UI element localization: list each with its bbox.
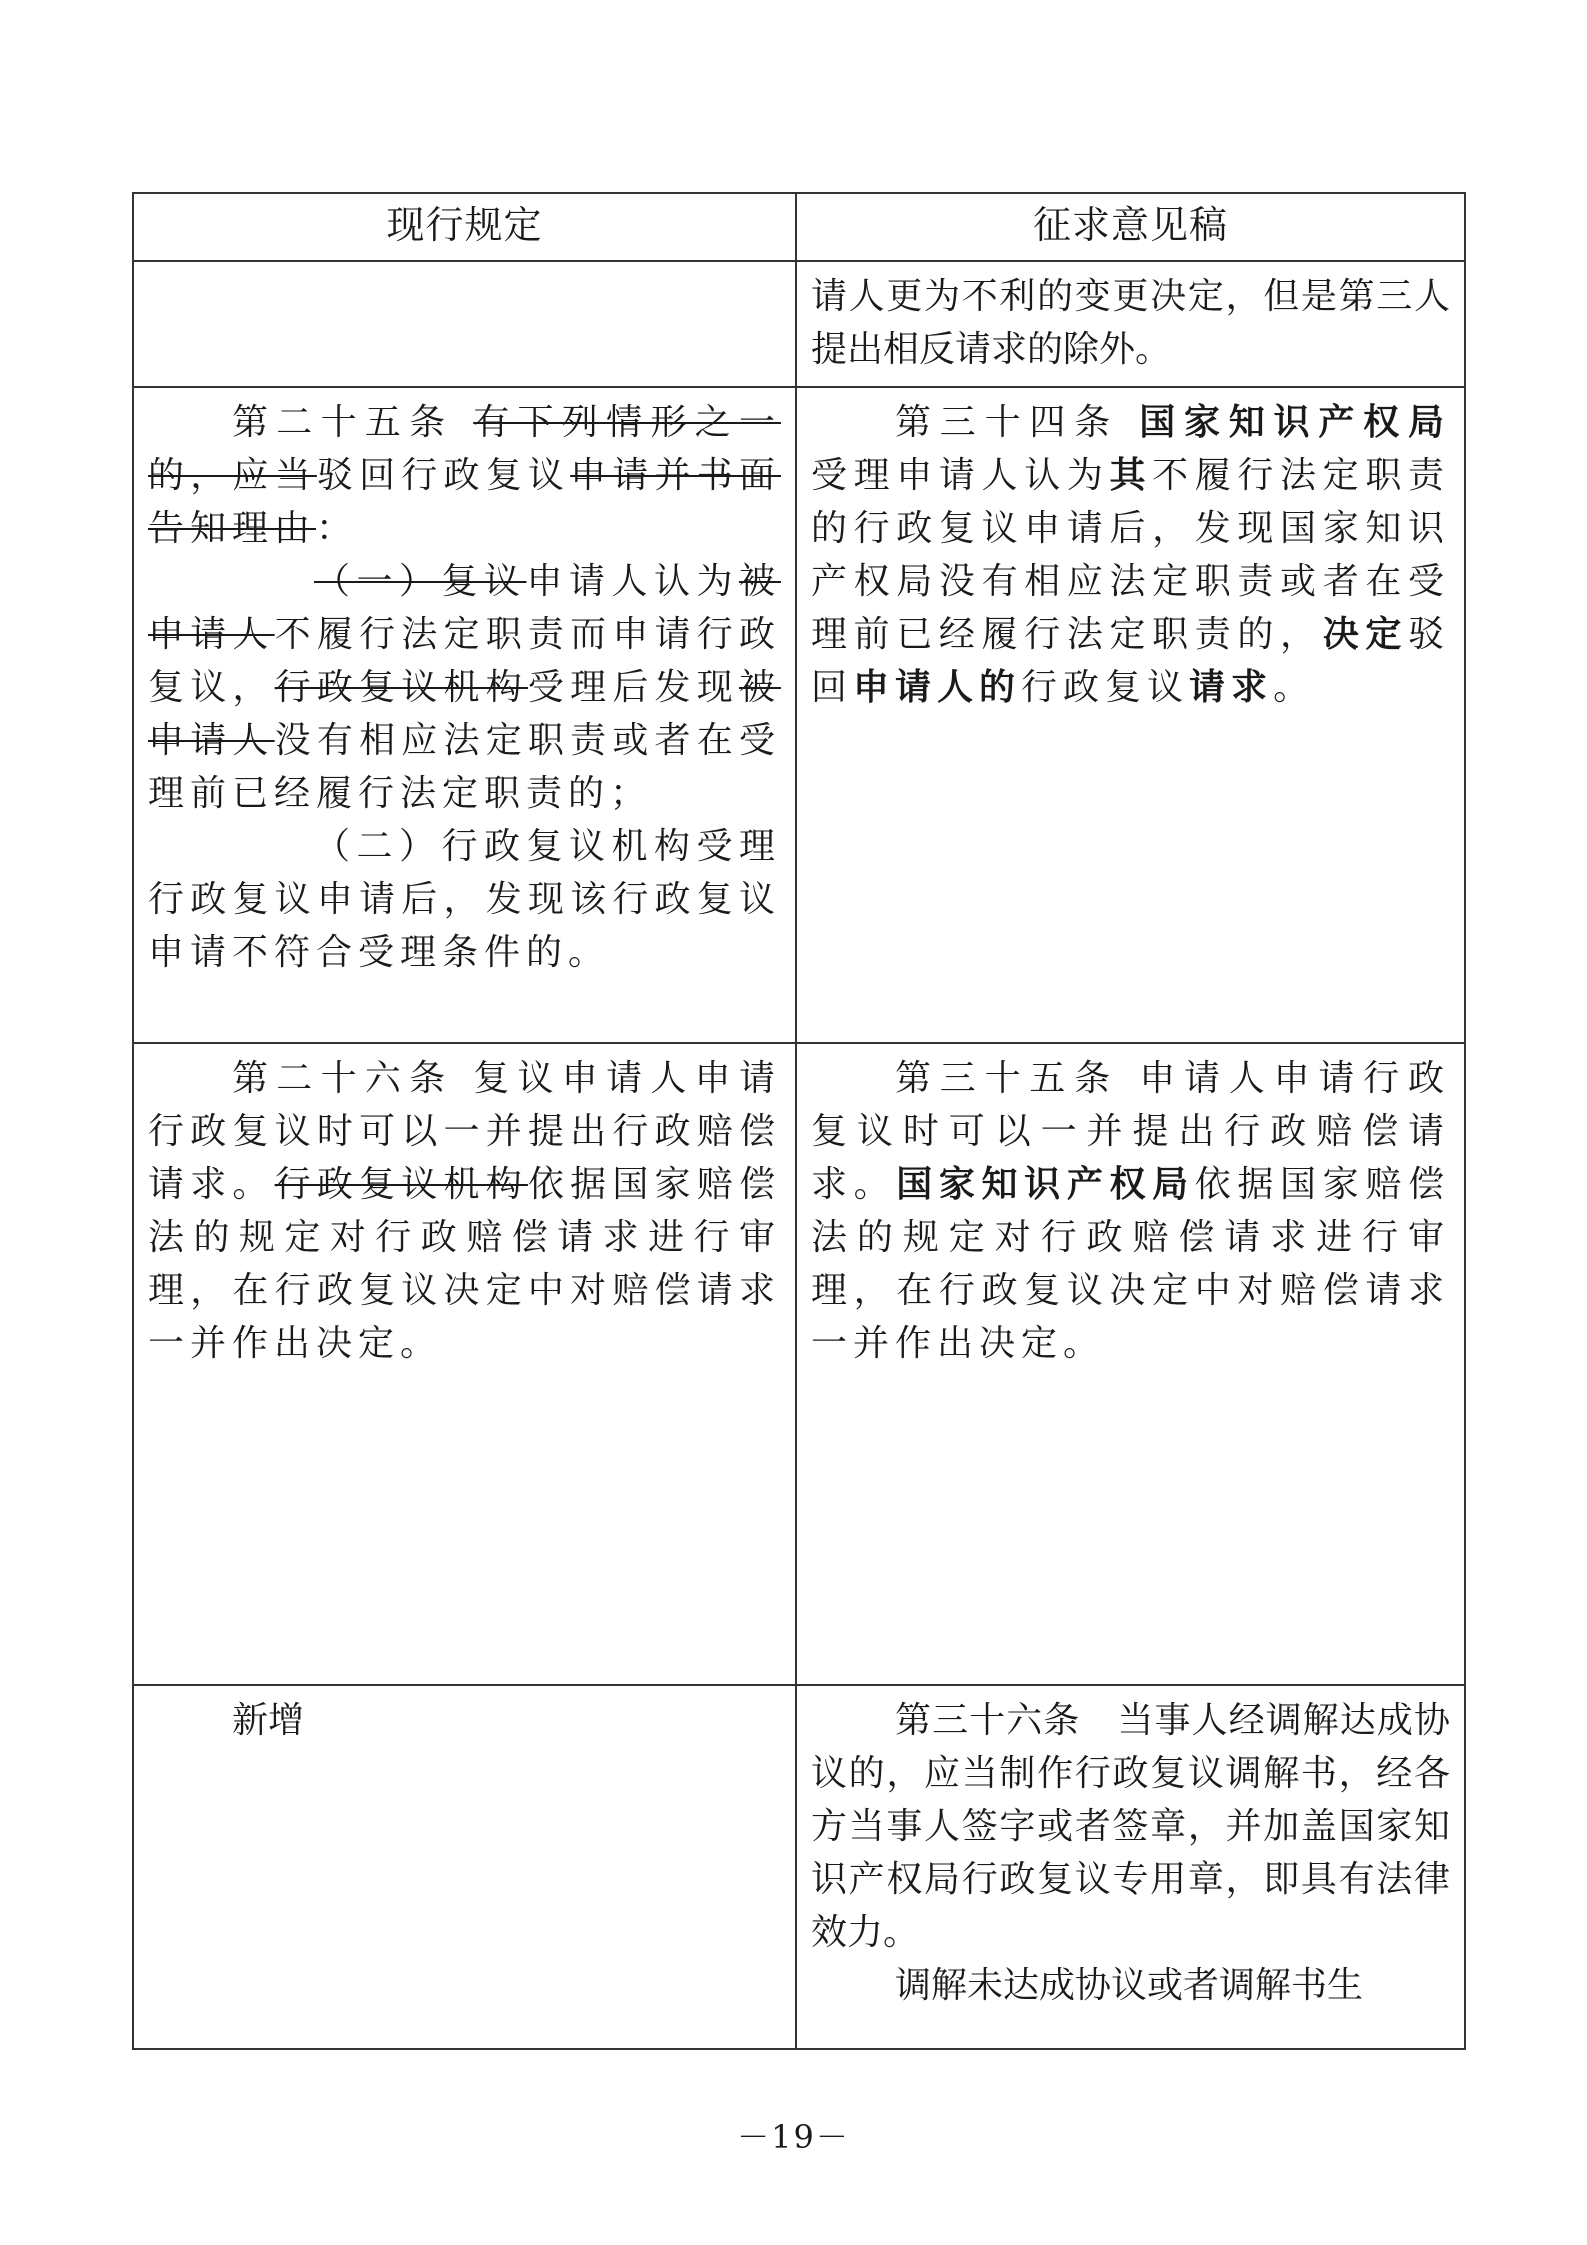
art25-text: 驳回行政复议 [316,455,571,496]
row1-current-cell [133,261,796,387]
row3-current-cell [133,1043,796,1685]
art36-continuation: 调解未达成协议或者调解书生 [895,1965,1364,2006]
art34-text [811,396,1450,714]
inserted-text: 国家知识产权局 [1139,402,1450,443]
art35-text [811,1052,1450,1370]
art26-text [148,1052,781,1370]
deleted-text: 行政复议机构 [274,667,528,708]
item-text: 申请人认为 [526,561,739,602]
art26-body: 依据国家赔偿法的规定对行政赔偿请求进行审理，在行政复议决定中对赔偿请求一并作出决定。 [148,1164,781,1364]
row3-draft-cell [796,1043,1465,1685]
row4-current-cell [133,1685,796,2049]
art25-number: 第二十五条 [232,402,454,443]
deleted-text: 行政复议机构 [274,1164,528,1205]
deleted-text: 申请并书面告知理由 [148,455,781,549]
inserted-text: 其 [1109,455,1153,496]
art34-body: 不履行法定职责的行政复议申请后，发现国家知识产权局没有相应法定职责或者在受理前已经履行法定职责的， [811,455,1450,655]
art35-number: 第三十五条 [895,1058,1119,1099]
inserted-text: 决定 [1322,614,1408,655]
row4-draft-cell [796,1685,1465,2049]
art25-item1 [148,555,781,820]
art25-item2: （二）行政复议机构受理行政复议申请后，发现该行政复议申请不符合受理条件的。 [148,826,781,973]
deleted-text: （一）复议 [314,561,527,602]
row2-current-cell [133,387,796,1043]
art35-body: 依据国家赔偿法的规定对行政赔偿请求进行审理，在行政复议决定中对赔偿请求一并作出决定。 [811,1164,1450,1364]
item-text: 没有相应法定职责或者在受理前已经履行法定职责的； [148,720,781,814]
header-current: 现行规定 [133,193,796,261]
item-text: 不履行法定职责而申请行政复议， [148,614,781,708]
header-draft: 征求意见稿 [796,193,1465,261]
art34-body: 行政复议 [1021,667,1190,708]
art36-text: 第三十六条 当事人经调解达成协议的，应当制作行政复议调解书，经各方当事人签字或者签章，并加盖国家知识产权局行政复议专用章，即具有法律效力。 [811,1700,1450,1953]
page-number: －19－ [737,2118,850,2156]
inserted-text: 请求 [1189,667,1274,708]
deleted-text: 被申请人 [148,667,781,761]
row1-draft-text: 请人更为不利的变更决定，但是第三人提出相反请求的除外。 [811,276,1450,370]
inserted-text: 国家知识产权局 [896,1164,1195,1205]
new-provision-label: 新增 [232,1700,305,1741]
art26-number: 第二十六条 [232,1058,454,1099]
inserted-text: 申请人的 [853,667,1022,708]
comparison-table [132,192,1466,2050]
deleted-text: 有下列情形之一的，应当 [148,402,781,496]
item-text: 受理后发现 [527,667,739,708]
art34-body: 。 [1273,667,1316,708]
art26-body: 复议申请人申请行政复议时可以一并提出行政赔偿请求。 [148,1058,781,1205]
art35-body: 申请人申请行政复议时可以一并提出行政赔偿请求。 [811,1058,1450,1205]
art34-number: 第三十四条 [895,402,1119,443]
row1-draft-cell [796,261,1465,387]
row2-draft-cell [796,387,1465,1043]
art34-body: 驳回 [811,614,1450,708]
art25-intro [148,396,781,555]
art34-body: 受理申请人认为 [811,455,1110,496]
art25-colon: ： [316,508,359,549]
deleted-text: 被申请人 [148,561,781,655]
